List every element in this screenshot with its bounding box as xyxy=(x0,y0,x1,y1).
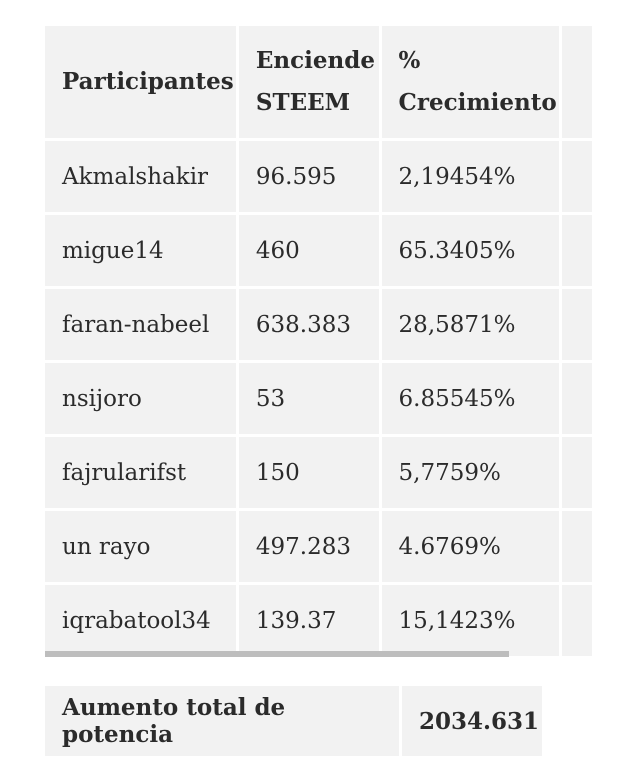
cell-steem: 497.283 xyxy=(239,511,379,582)
cell-cut-off xyxy=(562,289,592,360)
cell-participant: fajrularifst xyxy=(45,437,236,508)
cell-growth: 15,1423% xyxy=(382,585,560,656)
cell-growth: 6.85545% xyxy=(382,363,560,434)
cell-growth: 28,5871% xyxy=(382,289,560,360)
summary-table-container xyxy=(45,686,545,759)
cell-cut-off xyxy=(562,511,592,582)
cell-steem: 460 xyxy=(239,215,379,286)
cell-steem: 150 xyxy=(239,437,379,508)
cell-participant: Akmalshakir xyxy=(45,141,236,212)
cell-cut-off xyxy=(562,585,592,656)
cell-steem: 53 xyxy=(239,363,379,434)
horizontal-scrollbar[interactable] xyxy=(45,651,509,657)
header-crecimiento: % Crecimiento xyxy=(382,26,560,138)
table-row xyxy=(45,437,592,508)
cell-cut-off xyxy=(562,141,592,212)
cell-growth: 2,19454% xyxy=(382,141,560,212)
table-row xyxy=(45,289,592,360)
cell-steem: 96.595 xyxy=(239,141,379,212)
cell-participant: migue14 xyxy=(45,215,236,286)
summary-value: 2034.631 xyxy=(402,686,542,756)
cell-participant: un rayo xyxy=(45,511,236,582)
cell-participant: nsijoro xyxy=(45,363,236,434)
cell-cut-off xyxy=(562,215,592,286)
summary-table xyxy=(42,683,545,759)
header-participantes: Participantes xyxy=(45,26,236,138)
table-row xyxy=(45,585,592,656)
table-row xyxy=(45,363,592,434)
cell-growth: 5,7759% xyxy=(382,437,560,508)
table-header-row xyxy=(45,26,592,138)
cell-participant: faran-nabeel xyxy=(45,289,236,360)
cell-steem: 139.37 xyxy=(239,585,379,656)
table-row xyxy=(45,215,592,286)
summary-row xyxy=(45,686,542,756)
table-row xyxy=(45,511,592,582)
cell-cut-off xyxy=(562,363,592,434)
cell-participant: iqrabatool34 xyxy=(45,585,236,656)
cell-growth: 4.6769% xyxy=(382,511,560,582)
summary-label: Aumento total de potencia xyxy=(45,686,399,756)
header-cut-off xyxy=(562,26,592,138)
header-enciende-steem: Enciende STEEM xyxy=(239,26,379,138)
results-table xyxy=(45,26,595,656)
cell-steem: 638.383 xyxy=(239,289,379,360)
table-row xyxy=(45,141,592,212)
cell-growth: 65.3405% xyxy=(382,215,560,286)
results-table-container[interactable] xyxy=(45,26,595,656)
cell-cut-off xyxy=(562,437,592,508)
